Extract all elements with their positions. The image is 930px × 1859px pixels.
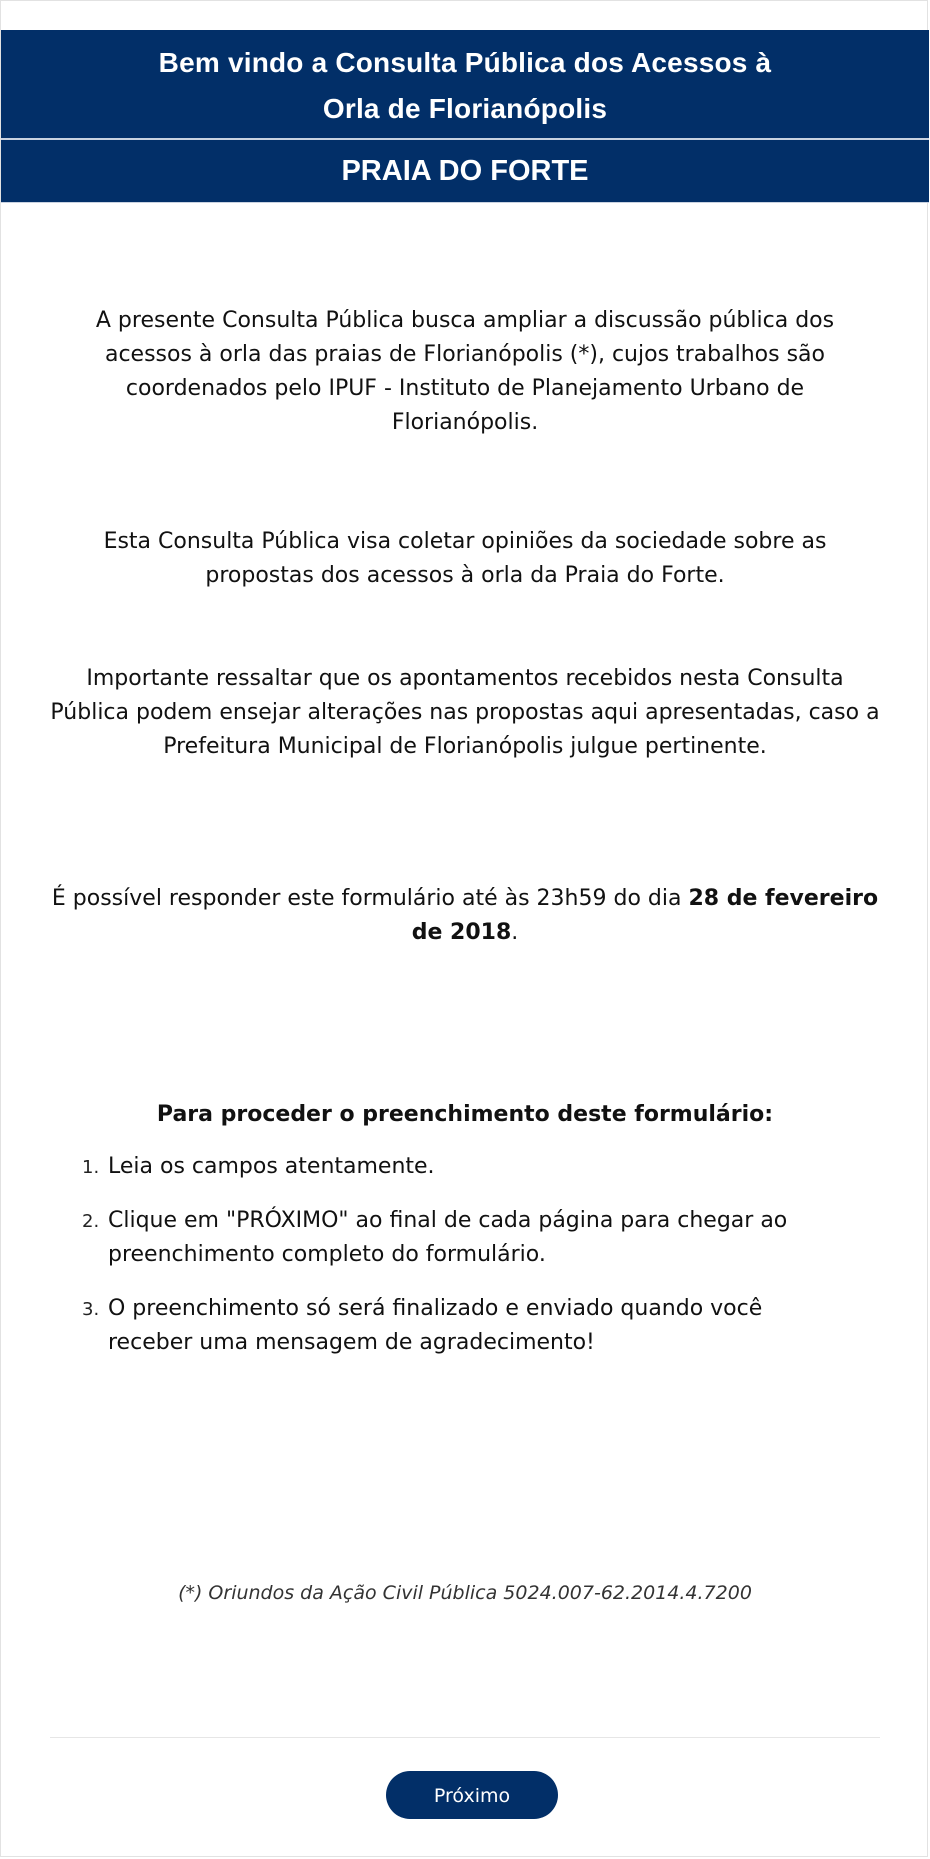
intro-paragraph-3: Importante ressaltar que os apontamentos recebidos nesta Consulta Pública podem ensejar alterações nas propostas aqui apresentadas, caso a Prefeitura Municipal de Florianópolis julgue pertinente. — [50, 666, 880, 759]
page-title — [1, 30, 929, 138]
deadline-prefix: É possível responder este formulário até às 23h59 do dia — [51, 886, 689, 911]
instructions-title: Para proceder o preenchimento deste formulário: — [156, 1102, 774, 1127]
step-number: 3. — [82, 1299, 100, 1320]
instruction-step — [82, 1150, 852, 1184]
page-header — [1, 30, 929, 203]
intro-paragraph-2: Esta Consulta Pública visa coletar opiniões da sociedade sobre as propostas dos acessos à orla da Praia do Forte. — [103, 529, 827, 588]
step-text: Clique em "PRÓXIMO" ao final de cada página para chegar ao preenchimento completo do formulário. — [108, 1208, 788, 1267]
intro-paragraph-1: A presente Consulta Pública busca ampliar a discussão pública dos acessos à orla das praias de Florianópolis (*), cujos trabalhos são coordenados pelo IPUF - Instituto de Planejamento Urbano de Florianópolis. — [95, 308, 835, 435]
deadline-paragraph — [50, 882, 880, 950]
step-number: 1. — [82, 1157, 100, 1178]
deadline-suffix: . — [511, 920, 519, 945]
next-button[interactable]: Próximo — [386, 1771, 558, 1819]
step-number: 2. — [82, 1211, 100, 1232]
step-text: O preenchimento só será finalizado e enviado quando você receber uma mensagem de agradecimento! — [108, 1296, 763, 1355]
instruction-step — [82, 1292, 852, 1360]
page-title-line-2: Orla de Florianópolis — [322, 93, 608, 124]
footnote: (*) Oriundos da Ação Civil Pública 5024.007-62.2014.4.7200 — [178, 1582, 752, 1604]
instructions-list — [82, 1150, 852, 1380]
page-subtitle: PRAIA DO FORTE — [1, 140, 929, 203]
footer-divider — [50, 1737, 880, 1738]
page-title-line-1: Bem vindo a Consulta Pública dos Acessos à — [158, 47, 772, 78]
deadline-date: 28 de fevereiro de 2018 — [411, 886, 879, 945]
step-text: Leia os campos atentamente. — [108, 1154, 435, 1179]
instruction-step — [82, 1204, 852, 1272]
